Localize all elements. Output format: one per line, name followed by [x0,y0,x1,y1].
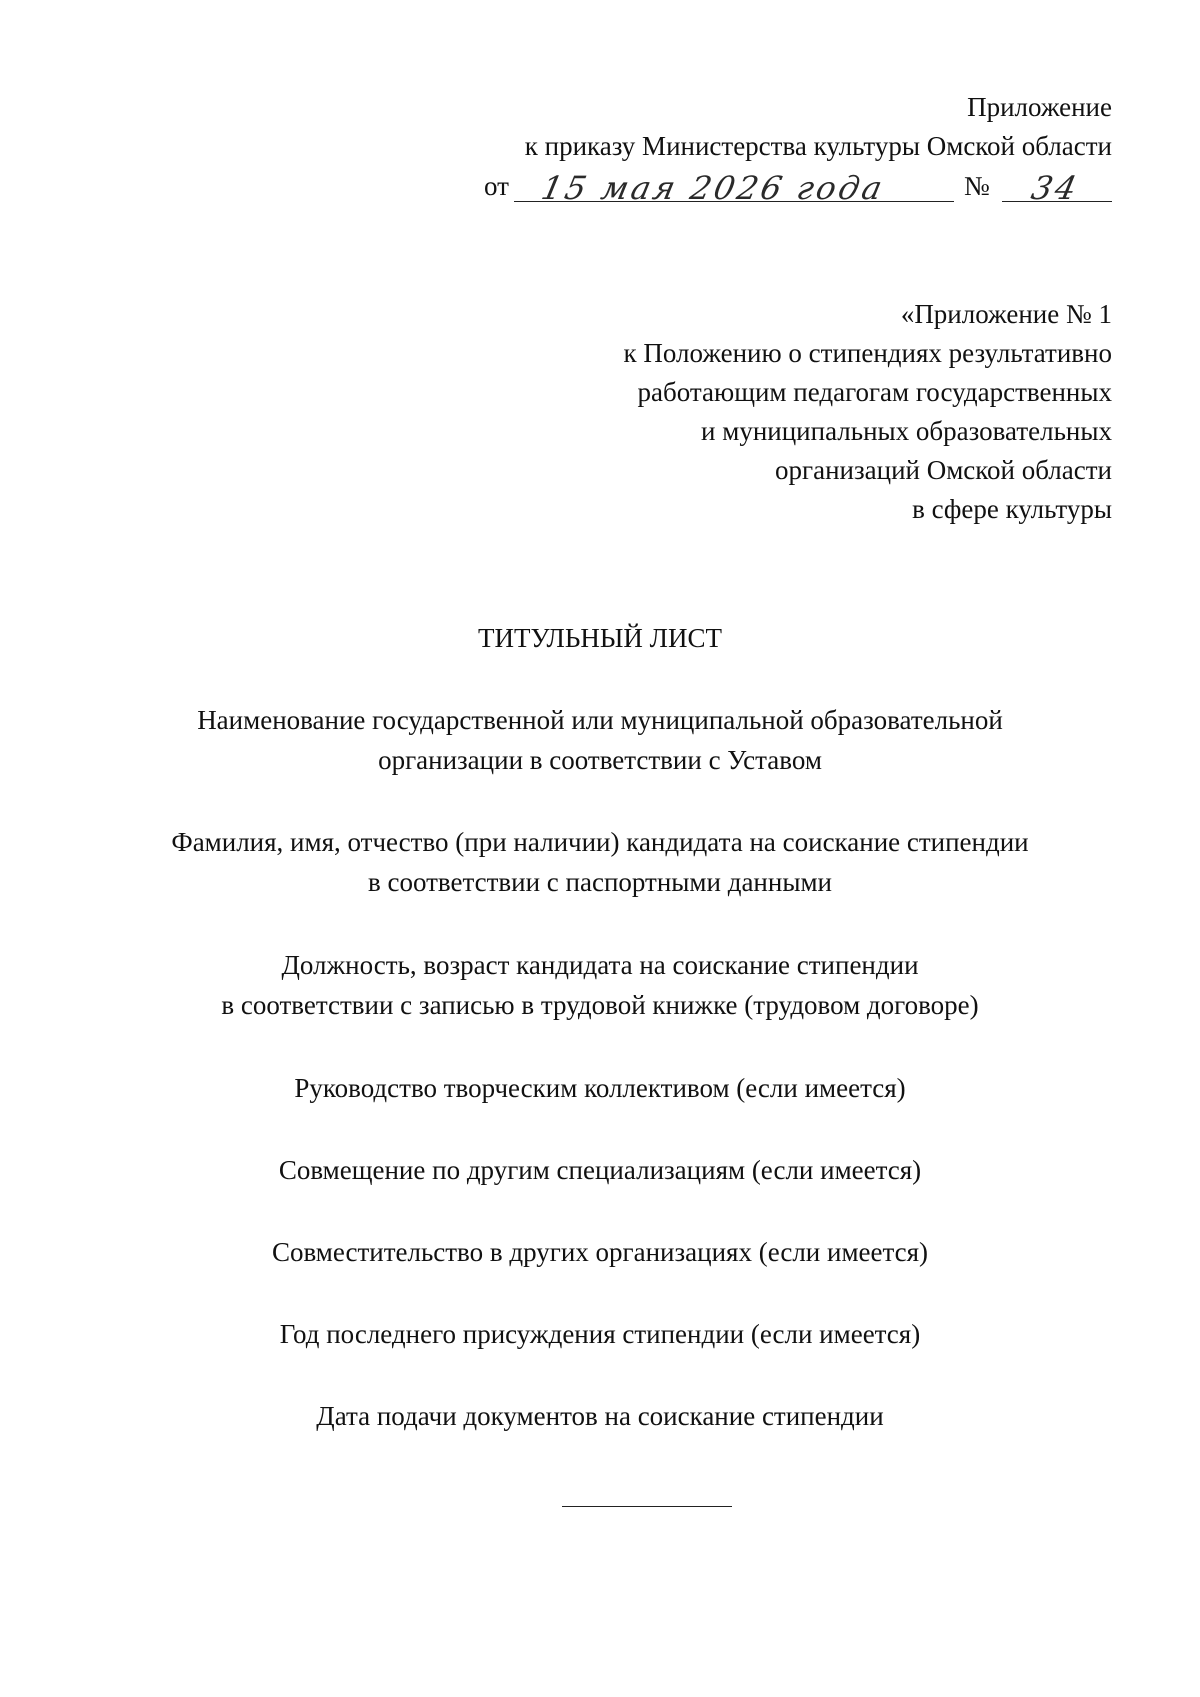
number-sign: № [964,171,990,201]
section-position-age-line-2: в соответствии с записью в трудовой книжке (трудовом договоре) [221,990,979,1020]
section-org-name [0,700,1200,780]
section-org-name-line-1: Наименование государственной или муниципальной образовательной [197,705,1003,735]
closing-rule [562,1506,732,1507]
annex-header [624,295,1112,529]
number-handwritten: 34 [1028,169,1083,207]
page-title-block [0,618,1200,658]
section-combination-text: Совмещение по другим специализациям (если имеется) [278,1155,922,1185]
section-submission-date [0,1396,1200,1436]
approval-date-line [484,168,1112,210]
section-part-time [0,1232,1200,1272]
annex-line-5: организаций Омской области [775,455,1112,485]
section-part-time-text: Совместительство в других организациях (если имеется) [271,1237,929,1267]
section-candidate-name [0,822,1200,902]
annex-line-1: «Приложение № 1 [900,299,1112,329]
section-creative-team [0,1068,1200,1108]
section-candidate-name-line-2: в соответствии с паспортными данными [367,867,833,897]
approval-order-ref: к приказу Министерства культуры Омской области [524,131,1112,161]
section-last-award-year [0,1314,1200,1354]
page-title: ТИТУЛЬНЫЙ ЛИСТ [478,623,722,653]
annex-line-4: и муниципальных образовательных [701,416,1112,446]
annex-line-2: к Положению о стипендиях результативно [623,338,1112,368]
section-creative-team-text: Руководство творческим коллективом (если имеется) [294,1073,906,1103]
annex-line-6: в сфере культуры [912,494,1112,524]
section-combination [0,1150,1200,1190]
section-submission-date-text: Дата подачи документов на соискание стипендии [316,1401,884,1431]
approval-header [484,88,1112,210]
section-position-age [0,945,1200,1025]
annex-line-3: работающим педагогам государственных [637,377,1112,407]
date-prefix: от [484,171,509,201]
section-position-age-line-1: Должность, возраст кандидата на соискание стипендии [281,950,919,980]
section-org-name-line-2: организации в соответствии с Уставом [378,745,822,775]
date-handwritten: 15 мая 2026 года [538,169,889,207]
approval-title: Приложение [967,92,1112,122]
section-last-award-year-text: Год последнего присуждения стипендии (если имеется) [279,1319,921,1349]
section-candidate-name-line-1: Фамилия, имя, отчество (при наличии) кандидата на соискание стипендии [171,827,1029,857]
